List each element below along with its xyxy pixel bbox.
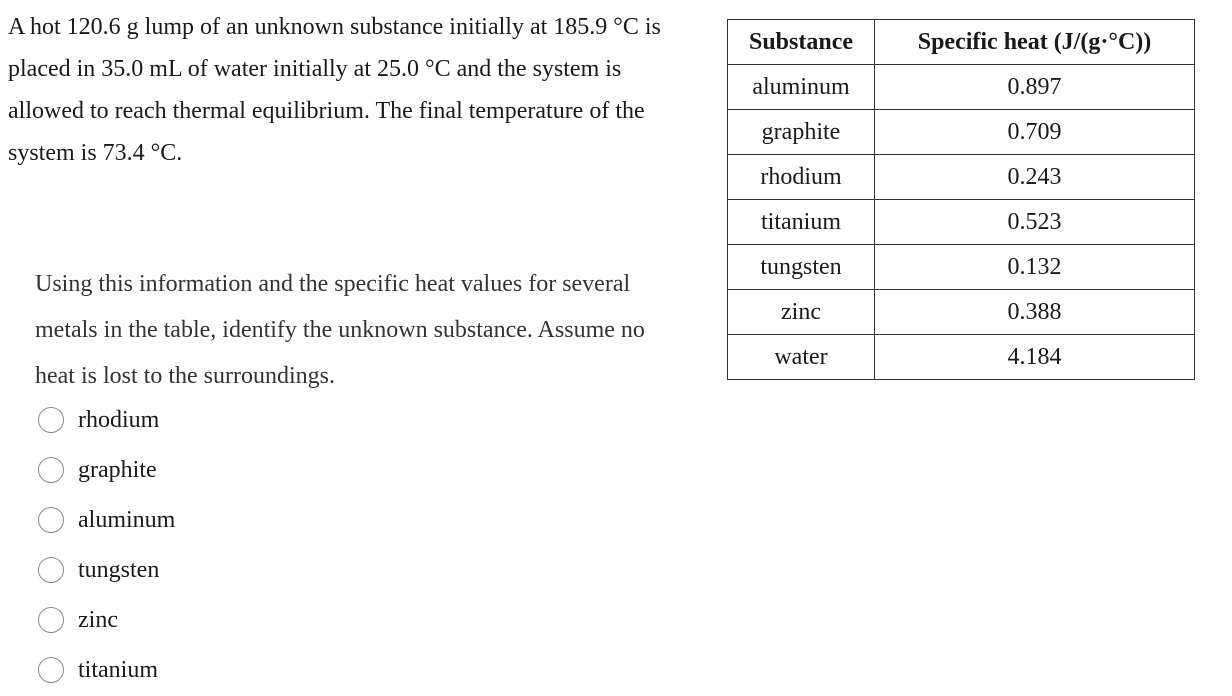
choice-label: titanium	[78, 656, 158, 683]
substance-cell: water	[728, 335, 875, 380]
specific-heat-cell: 0.523	[875, 200, 1195, 245]
radio-button-icon[interactable]	[38, 507, 64, 533]
table-row	[728, 290, 1195, 335]
table-row	[728, 65, 1195, 110]
choice-aluminum[interactable]	[38, 495, 175, 545]
substance-cell: zinc	[728, 290, 875, 335]
answer-choices	[38, 395, 175, 695]
radio-button-icon[interactable]	[38, 657, 64, 683]
substance-cell: rhodium	[728, 155, 875, 200]
radio-button-icon[interactable]	[38, 457, 64, 483]
radio-button-icon[interactable]	[38, 557, 64, 583]
specific-heat-table	[727, 19, 1195, 380]
specific-heat-cell: 0.897	[875, 65, 1195, 110]
choice-rhodium[interactable]	[38, 395, 175, 445]
choice-label: tungsten	[78, 556, 160, 583]
choice-tungsten[interactable]	[38, 545, 175, 595]
choice-label: graphite	[78, 456, 157, 483]
problem-intro-text: A hot 120.6 g lump of an unknown substance initially at 185.9 °C is placed in 35.0 mL of water initially at 25.0 °C and the system is allowed to reach thermal equilibrium. The final temperature of the system is 73.4 °C.	[8, 14, 661, 166]
column-header-specific-heat: Specific heat (J/(g·°C))	[875, 20, 1195, 65]
table-row	[728, 110, 1195, 155]
table-row	[728, 335, 1195, 380]
column-header-substance: Substance	[728, 20, 875, 65]
substance-cell: tungsten	[728, 245, 875, 290]
specific-heat-cell: 0.132	[875, 245, 1195, 290]
choice-label: zinc	[78, 606, 118, 633]
specific-heat-cell: 0.388	[875, 290, 1195, 335]
choice-zinc[interactable]	[38, 595, 175, 645]
choice-titanium[interactable]	[38, 645, 175, 695]
table-row	[728, 200, 1195, 245]
table-header-row	[728, 20, 1195, 65]
table-row	[728, 155, 1195, 200]
problem-question-text: Using this information and the specific heat values for several metals in the table, identify the unknown substance. Assume no heat is lost to the surroundings.	[35, 271, 645, 389]
radio-button-icon[interactable]	[38, 407, 64, 433]
specific-heat-cell: 4.184	[875, 335, 1195, 380]
substance-cell: aluminum	[728, 65, 875, 110]
substance-cell: titanium	[728, 200, 875, 245]
substance-cell: graphite	[728, 110, 875, 155]
choice-label: aluminum	[78, 506, 176, 533]
specific-heat-cell: 0.243	[875, 155, 1195, 200]
choice-label: rhodium	[78, 406, 160, 433]
choice-graphite[interactable]	[38, 445, 175, 495]
radio-button-icon[interactable]	[38, 607, 64, 633]
table-row	[728, 245, 1195, 290]
specific-heat-cell: 0.709	[875, 110, 1195, 155]
